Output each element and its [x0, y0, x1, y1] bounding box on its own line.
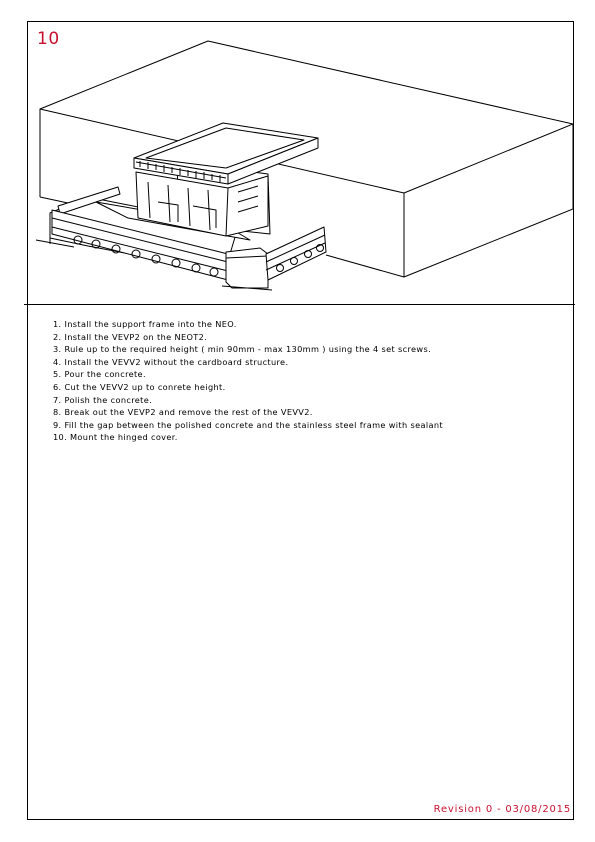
- revision-label: Revision 0 - 03/08/2015: [433, 804, 571, 815]
- step-8: 8. Break out the VEVP2 and remove the rest of the VEVV2.: [53, 407, 313, 418]
- formwork-strip-right: [266, 227, 326, 280]
- installation-steps: [53, 318, 443, 444]
- installation-drawing: [28, 22, 573, 303]
- step-10: 10. Mount the hinged cover.: [53, 432, 178, 443]
- step-1: 1. Install the support frame into the NEO.: [53, 319, 237, 329]
- step-9: 9. Fill the gap between the polished concrete and the stainless steel frame with sealant: [53, 419, 443, 430]
- corner-block: [222, 248, 272, 290]
- page-number: 10: [37, 29, 60, 49]
- step-7: 7. Polish the concrete.: [53, 394, 153, 405]
- section-divider: [24, 304, 575, 305]
- step-4: 4. Install the VEVV2 without the cardboard structure.: [53, 356, 289, 367]
- step-5: 5. Pour the concrete.: [53, 369, 146, 380]
- step-3: 3. Rule up to the required height ( min 90mm - max 130mm ) using the 4 set screws.: [53, 344, 432, 355]
- step-6: 6. Cut the VEVV2 up to conrete height.: [53, 381, 226, 392]
- step-2: 2. Install the VEVP2 on the NEOT2.: [53, 331, 208, 342]
